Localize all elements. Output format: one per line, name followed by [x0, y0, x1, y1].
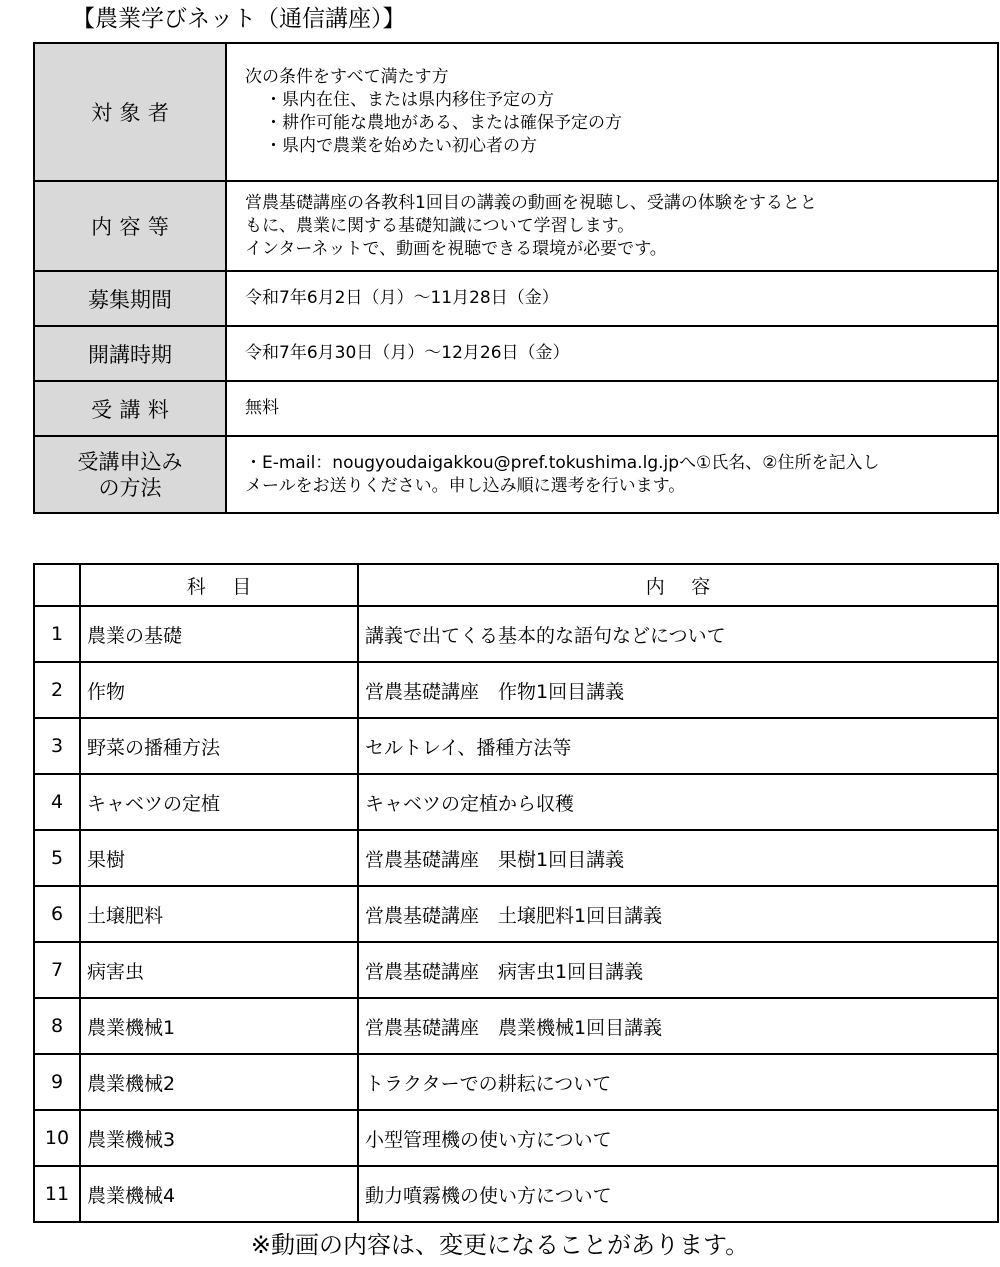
apply-label-cell: [34, 436, 226, 513]
fee-label-cell: [34, 381, 226, 436]
period-label: 開講時期: [34, 326, 226, 381]
content-line: インターネットで、動画を視聴できる環境が必要です。: [245, 238, 667, 259]
row-subject: 病害虫: [80, 942, 358, 998]
row-content: キャベツの定植から収穫: [358, 774, 998, 830]
table-row: [34, 662, 998, 718]
header-subject: 科目: [186, 575, 278, 598]
row-subject: キャベツの定植: [80, 774, 358, 830]
target-item: ・県内で農業を始めたい初心者の方: [265, 136, 537, 156]
row-content: 小型管理機の使い方について: [358, 1110, 998, 1166]
table-row: [34, 774, 998, 830]
row-subject: 農業機械1: [80, 998, 358, 1054]
row-number: 7: [34, 942, 80, 998]
header-number: [34, 564, 80, 606]
recruit-label: 募集期間: [34, 271, 226, 326]
row-content: 営農基礎講座 果樹1回目講義: [358, 830, 998, 886]
info-row-recruit: [34, 271, 998, 326]
row-number: 2: [34, 662, 80, 718]
info-row-fee: [34, 381, 998, 436]
row-content: トラクターでの耕耘について: [358, 1054, 998, 1110]
row-subject: 作物: [80, 662, 358, 718]
table-row: [34, 606, 998, 662]
course-body: [34, 606, 998, 1222]
table-row: [34, 1110, 998, 1166]
row-content: 講義で出てくる基本的な語句などについて: [358, 606, 998, 662]
header-content: 内容: [645, 575, 737, 598]
content-value-cell: [226, 181, 998, 271]
row-content: 営農基礎講座 土壌肥料1回目講義: [358, 886, 998, 942]
row-content: 営農基礎講座 病害虫1回目講義: [358, 942, 998, 998]
row-number: 6: [34, 886, 80, 942]
row-content: 営農基礎講座 作物1回目講義: [358, 662, 998, 718]
course-table: [33, 563, 999, 1223]
row-number: 5: [34, 830, 80, 886]
info-row-period: [34, 326, 998, 381]
row-number: 10: [34, 1110, 80, 1166]
target-label-cell: [34, 43, 226, 181]
row-subject: 農業の基礎: [80, 606, 358, 662]
period-value: 令和7年6月30日（月）～12月26日（金）: [226, 326, 998, 381]
row-content: セルトレイ、播種方法等: [358, 718, 998, 774]
info-row-apply: [34, 436, 998, 513]
apply-value-cell: [226, 436, 998, 513]
apply-line: メールをお送りください。申し込み順に選考を行います。: [245, 475, 686, 496]
row-subject: 果樹: [80, 830, 358, 886]
content-label: 内容等: [91, 215, 177, 239]
row-subject: 土壌肥料: [80, 886, 358, 942]
row-number: 9: [34, 1054, 80, 1110]
row-content: 営農基礎講座 農業機械1回目講義: [358, 998, 998, 1054]
row-number: 1: [34, 606, 80, 662]
table-row: [34, 1054, 998, 1110]
apply-label-line: 受講申込み: [77, 449, 183, 474]
header-content-cell: [358, 564, 998, 606]
target-item: ・県内在住、または県内移住予定の方: [265, 90, 554, 110]
table-row: [34, 998, 998, 1054]
course-header-row: [34, 564, 998, 606]
target-value-cell: [226, 43, 998, 181]
row-subject: 農業機械3: [80, 1110, 358, 1166]
fee-value: 無料: [226, 381, 998, 436]
row-subject: 農業機械2: [80, 1054, 358, 1110]
table-row: [34, 830, 998, 886]
recruit-value: 令和7年6月2日（月）～11月28日（金）: [226, 271, 998, 326]
target-intro: 次の条件をすべて満たす方: [245, 67, 449, 87]
row-number: 4: [34, 774, 80, 830]
row-content: 動力噴霧機の使い方について: [358, 1166, 998, 1222]
info-row-target: [34, 43, 998, 181]
page-title: 【農業学びネット（通信講座）】: [72, 6, 406, 32]
content-label-cell: [34, 181, 226, 271]
apply-label-line: の方法: [98, 475, 162, 500]
info-row-content: [34, 181, 998, 271]
row-subject: 野菜の播種方法: [80, 718, 358, 774]
table-row: [34, 942, 998, 998]
target-label: 対象者: [91, 101, 177, 125]
info-table: [33, 42, 999, 514]
row-subject: 農業機械4: [80, 1166, 358, 1222]
table-row: [34, 886, 998, 942]
content-line: もに、農業に関する基礎知識について学習します。: [245, 215, 635, 236]
target-item: ・耕作可能な農地がある、または確保予定の方: [265, 113, 622, 133]
table-row: [34, 1166, 998, 1222]
header-subject-cell: [80, 564, 358, 606]
table-row: [34, 718, 998, 774]
fee-label: 受講料: [91, 397, 177, 422]
row-number: 8: [34, 998, 80, 1054]
row-number: 11: [34, 1166, 80, 1222]
row-number: 3: [34, 718, 80, 774]
apply-line: ・E-mail：nougyoudaigakkou@pref.tokushima.lg.jpへ①氏名、②住所を記入し: [245, 452, 880, 473]
content-line: 営農基礎講座の各教科1回目の講義の動画を視聴し、受講の体験をするとと: [245, 192, 817, 213]
footer-note: ※動画の内容は、変更になることがあります。: [250, 1231, 750, 1259]
